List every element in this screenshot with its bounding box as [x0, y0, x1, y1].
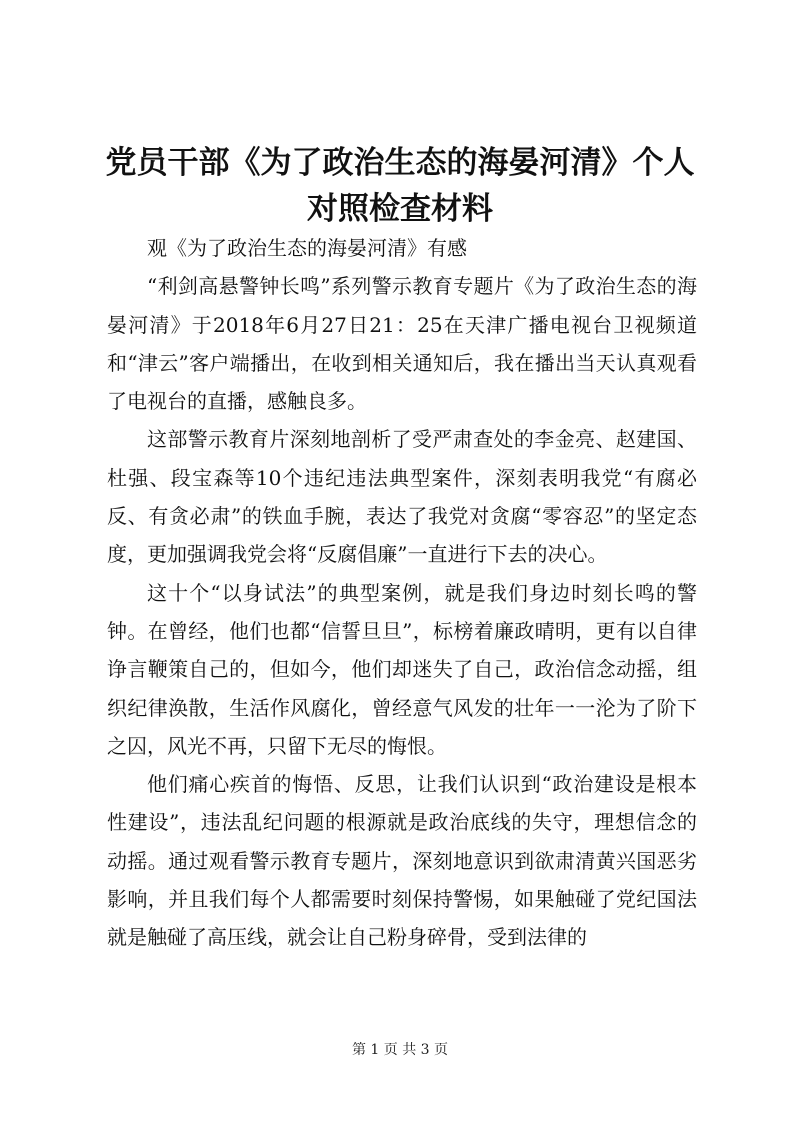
body-paragraph: 他们痛心疾首的悔悟、反思，让我们认识到“政治建设是根本性建设”，违法乱纪问题的根源就是政治底线的失守，理想信念的动摇。通过观看警示教育专题片，深刻地意识到欲肃清黄兴国恶劣影响，并且我们每个人都需要时刻保持警惕，如果触碰了党纪国法就是触碰了高压线，就会让自己粉身碎骨，受到法律的 — [107, 772, 697, 950]
body-paragraph: “利剑高悬警钟长鸣”系列警示教育专题片《为了政治生态的海晏河清》于2018年6月27日21：25在天津广播电视台卫视频道和“津云”客户端播出，在收到相关通知后，我在播出当天认真观看了电视台的直播，感触良多。 — [107, 274, 697, 414]
subtitle-paragraph: 观《为了政治生态的海晏河清》有感 — [147, 236, 467, 260]
body-paragraph: 这十个“以身试法”的典型案例，就是我们身边时刻长鸣的警钟。在曾经，他们也都“信誓旦旦”，标榜着廉政晴明，更有以自律诤言鞭策自己的，但如今，他们却迷失了自己，政治信念动摇，组织纪律涣散，生活作风腐化，曾经意气风发的壮年一一沦为了阶下之囚，风光不再，只留下无尽的悔恨。 — [107, 580, 697, 758]
document-title: 党员干部《为了政治生态的海晏河清》个人对照检查材料 — [105, 145, 695, 227]
body-paragraph: 这部警示教育片深刻地剖析了受严肃查处的李金亮、赵建国、杜强、段宝森等10个违纪违法典型案件，深刻表明我党“有腐必反、有贪必肃”的铁血手腕，表达了我党对贪腐“零容忍”的坚定态度，更加强调我党会将“反腐倡廉”一直进行下去的决心。 — [107, 427, 697, 567]
page-number-footer: 第 1 页 共 3 页 — [351, 1042, 449, 1058]
document-body — [107, 229, 697, 957]
